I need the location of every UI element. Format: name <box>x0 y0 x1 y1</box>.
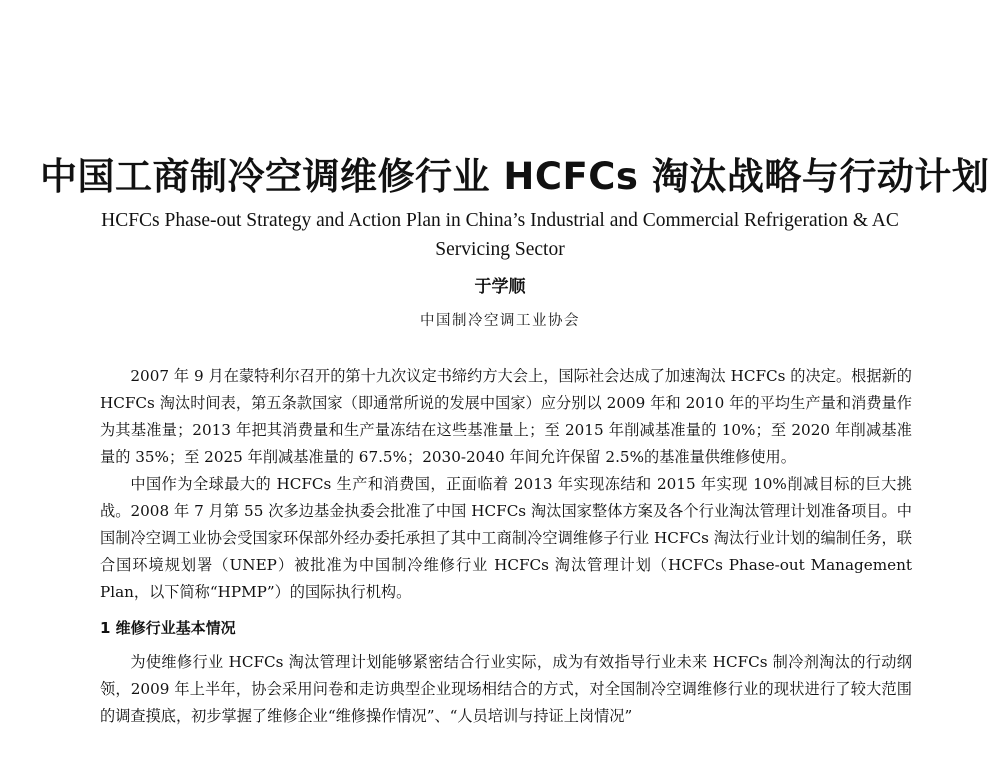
paper-subtitle-english: HCFCs Phase-out Strategy and Action Plan in China’s Industrial and Commercial Refrigeration & AC Servicing Sector <box>101 210 899 260</box>
author-name: 于学顺 <box>474 277 526 297</box>
section-paragraph: 为使维修行业 HCFCs 淘汰管理计划能够紧密结合行业实际，成为有效指导行业未来 HCFCs 制冷剂淘汰的行动纲领，2009 年上半年，协会采用问卷和走访典型企业现场相结合的方式，对全国制冷空调维修行业的现状进行了较大范围的调查摸底，初步掌握了维修企业“维修操作情况”、“人员培训与持证上岗情况” <box>100 653 912 725</box>
body-text <box>100 363 912 730</box>
section-heading: 1 维修行业基本情况 <box>100 619 236 637</box>
paper-title: 中国工商制冷空调维修行业 HCFCs 淘汰战略与行动计划 <box>40 155 990 198</box>
author-affiliation: 中国制冷空调工业协会 <box>420 313 580 329</box>
paragraph-1: 2007 年 9 月在蒙特利尔召开的第十九次议定书缔约方大会上，国际社会达成了加速淘汰 HCFCs 的决定。根据新的 HCFCs 淘汰时间表，第五条款国家（即通常所说的发展中国家）应分别以 2009 年和 2010 年的平均生产量和消费量作为其基准量；2013 年把其消费量和生产量冻结在这些基准量上；至 2015 年削减基准量的 10%；至 2020 年削减基准量的 35%；至 2025 年削减基准量的 67.5%；2030-2040 年间允许保留 2.5%的基准量供维修使用。 <box>100 367 912 466</box>
paragraph-2: 中国作为全球最大的 HCFCs 生产和消费国，正面临着 2013 年实现冻结和 2015 年实现 10%削减目标的巨大挑战。2008 年 7 月第 55 次多边基金执委会批准了中国 HCFCs 淘汰国家整体方案及各个行业淘汰管理计划准备项目。中国制冷空调工业协会受国家环保部外经办委托承担了其中工商制冷空调维修子行业 HCFCs 淘汰行业计划的编制任务，联合国环境规划署（UNEP）被批准为中国制冷维修行业 HCFCs 淘汰管理计划（HCFCs Phase-out Management Plan，以下简称“HPMP”）的国际执行机构。 <box>100 475 912 601</box>
